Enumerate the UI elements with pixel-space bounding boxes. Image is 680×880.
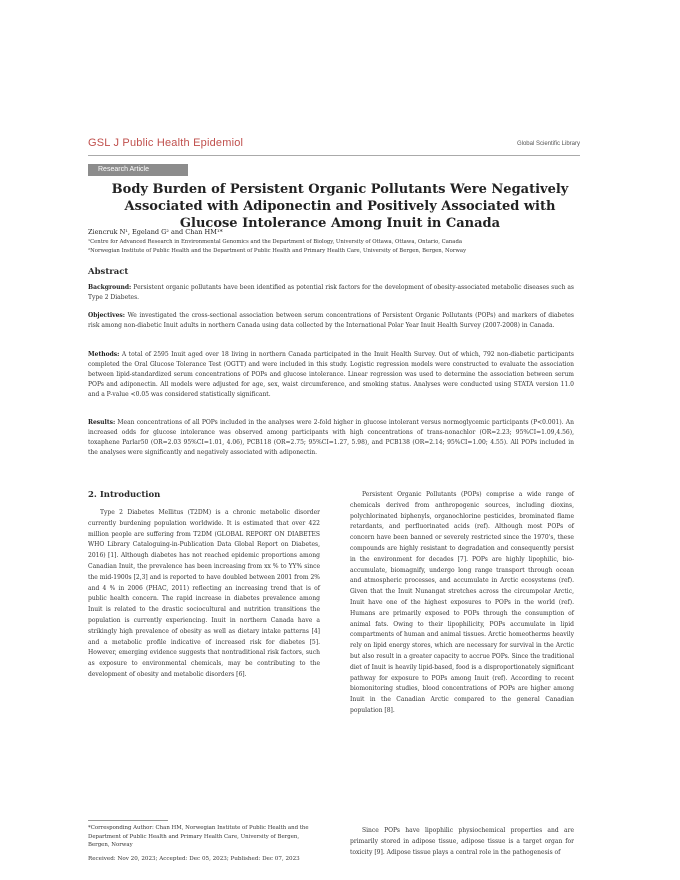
objectives-label: Objectives: (88, 312, 126, 319)
abstract-methods (88, 350, 574, 400)
methods-text: A total of 2595 Inuit aged over 18 living in northern Canada participated in the Inuit Health Survey. Out of which, 792 non-diabetic participants completed the Oral Glucose Tolerance Test (OGTT) and were included in this study. Logistic regression models were constructed to evaluate the association between lipid-standardized serum concentrations of POPs and glucose intolerance. Linear regression was used to determine the association between serum POPs and adiponectin. All models were adjusted for age, sex, waist circumference, and smoking status. Analyses were conducted using STATA version 11.0 and a P-value <0.05 was considered statistically significant. (88, 351, 574, 398)
results-label: Results: (88, 419, 116, 426)
background-text: Persistent organic pollutants have been identified as potential risk factors for the development of obesity-associated metabolic diseases such as Type 2 Diabetes. (88, 284, 574, 301)
intro-column-left (88, 508, 320, 681)
background-label: Background: (88, 284, 132, 291)
objectives-text: We investigated the cross-sectional association between serum concentrations of Persistent Organic Pollutants (POPs) and markers of diabetes risk among non-diabetic Inuit adults in northern Canada using data collected by the International Polar Year Inuit Health Survey (2007-2008) in Canada. (88, 312, 574, 329)
abstract-heading: Abstract (88, 267, 129, 277)
publisher-name: Global Scientific Library (516, 141, 580, 147)
intro-paragraph: Since POPs have lipophilic physiochemical properties and are primarily stored in adipose tissue, adipose tissue is a target organ for toxicity [9]. Adipose tissue plays a central role in the pathogenesis of (350, 827, 574, 856)
article-title: Body Burden of Persistent Organic Pollutants Were Negatively Associated with Adiponectin and Positively Associated with Glucose Intolerance Among Inuit in Canada (111, 182, 569, 231)
abstract-objectives (88, 311, 574, 331)
intro-column-right-continued (350, 826, 574, 858)
affiliation-2: ²Norwegian Institute of Public Health and the Department of Public Health and Primary Health Care, University of Bergen, Bergen, Norway (88, 248, 467, 254)
article-type-badge: Research Article (88, 164, 188, 176)
publication-dates: Received: Nov 20, 2023; Accepted: Dec 05, 2023; Published: Dec 07, 2023 (88, 856, 300, 862)
methods-label: Methods: (88, 351, 120, 358)
intro-paragraph: Persistent Organic Pollutants (POPs) comprise a wide range of chemicals derived from anthropogenic sources, including dioxins, polychlorinated biphenyls, organochlorine pesticides, brominated flame retardants, and perfluorinated acids (ref). Although most POPs of concern have been banned or severely restricted since the 1970's, these compounds are highly resistant to degradation and consequently persist in the environment for decades [7]. POPs are highly lipophilic, bio-accumulate, biomagnify, undergo long range transport through ocean and atmospheric processes, and accumulate in Arctic ecosystems (ref). Given that the Inuit Nunangat stretches across the circumpolar Arctic, Inuit have one of the highest exposures to POPs in the world (ref). Humans are primarily exposed to POPs through the consumption of animal fats. Owing to their lipophilicity, POPs accumulate in lipid compartments of human and animal tissues. Arctic homeotherms heavily rely on lipid energy stores, which are necessary for survival in the Arctic but also result in a greater capacity to accrue POPs. Since the traditional diet of Inuit is heavily lipid-based, food is a disproportionately significant pathway for exposure to POPs among Inuit (ref). According to recent biomonitoring studies, blood concentrations of POPs are higher among Inuit in the Canadian Arctic compared to the general Canadian population [8]. (350, 491, 574, 714)
intro-paragraph: Type 2 Diabetes Mellitus (T2DM) is a chronic metabolic disorder currently burdening population worldwide. It is estimated that over 422 million people are suffering from T2DM (GLOBAL REPORT ON DIABETES WHO Library Cataloguing-in-Publication Data Global Report on Diabetes, 2016) [1]. Although diabetes has not reached epidemic proportions among Canadian Inuit, the prevalence has been increasing from xx % to YY% since the mid-1900s [2,3] and is reported to have doubled between 2001 from 2% and 4 % in 2006 (PHAC, 2011) reflecting an increasing trend that is of public health concern. The rapid increase in diabetes prevalence among Inuit is related to the drastic sociocultural and nutrition transitions the population is currently experiencing. Inuit in northern Canada have a strikingly high prevalence of obesity as well as dietary intake patterns [4] and a metabolic profile indicative of increased risk for diabetes [5]. However, emerging evidence suggests that nontraditional risk factors, such as exposure to environmental chemicals, may be contributing to the development of obesity and metabolic disorders [6]. (88, 509, 320, 678)
footnote-divider (88, 820, 168, 821)
affiliation-1: ¹Centre for Advanced Research in Environmental Genomics and the Department of Biology, University of Ottawa, Ottawa, Ontario, Canada (88, 239, 462, 245)
abstract-results (88, 418, 574, 458)
journal-name: GSL J Public Health Epidemiol (88, 137, 244, 149)
header-divider (88, 155, 580, 156)
author-list: Ziencruk N¹, Egeland G² and Chan HM¹* (88, 228, 223, 236)
corresponding-author: *Corresponding Author: Chan HM, Norwegian Institute of Public Health and the Department of Public Health and Primary Health Care, University of Bergen, Bergen, Norway (88, 825, 309, 849)
abstract-background (88, 283, 574, 303)
intro-column-right (350, 490, 574, 717)
results-text: Mean concentrations of all POPs included in the analyses were 2-fold higher in glucose intolerant versus normoglycemic participants (P<0.001). An increased odds for glucose intolerance was observed among participants with high concentrations of trans-nonachlor (OR=2.23; 95%CI=1.09,4.56), toxaphene Parlar50 (OR=2.03 95%CI=1.01, 4.06), PCB118 (OR=2.75; 95%CI=1.27, 5.98), and PCB138 (OR=2.14; 95%CI=1.00; 4.55). All POPs included in the analyses were significantly and negatively associated with adiponectin. (88, 419, 574, 456)
introduction-heading: 2. Introduction (88, 490, 161, 500)
